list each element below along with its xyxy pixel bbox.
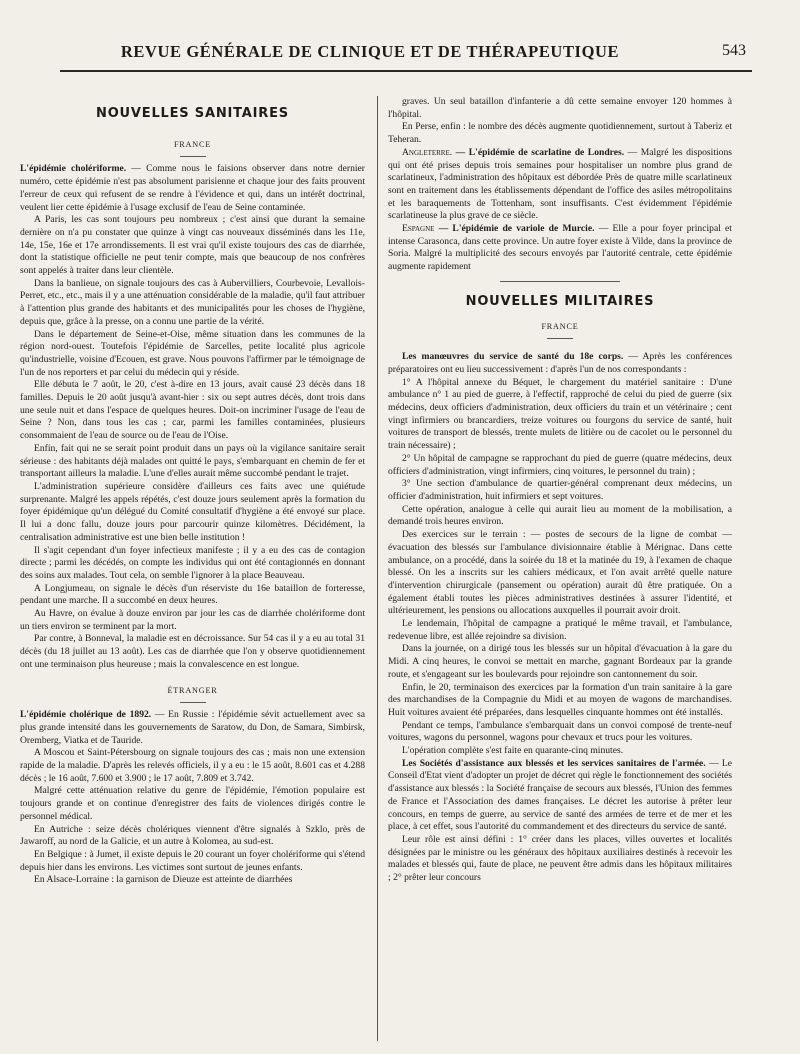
right-column: [388, 96, 732, 885]
article-lead: L'épidémie cholérique de 1892.: [20, 709, 152, 721]
paragraph: Dans la banlieue, on signale toujours des cas à Aubervilliers, Courbevoie, Levallois-Perret, etc., etc., mais il y a une atténuation considérable de la maladie, qu'il faut attribuer à l'attention plus grande des habitants et des municipalités pour les choses de l'hygiène, depuis que, grâce à la presse, on a connu une partie de la vérité.: [20, 277, 365, 327]
paragraph: [388, 351, 732, 376]
running-title: REVUE GÉNÉRALE DE CLINIQUE ET DE THÉRAPEUTIQUE: [120, 42, 620, 61]
paragraph: A Moscou et Saint-Pétersbourg on signale toujours des cas ; mais non une extension rapide de la maladie. D'après les relevés officiels, il y a eu : le 15 août, 8.601 cas et 4.288 décès ; le 16 août, 7.600 et 3.900 ; le 17 août, 7.809 et 3.742.: [20, 747, 365, 784]
paragraph: L'administration supérieure considère d'ailleurs ces faits avec une quiétude surprenante. Malgré les appels répétés, c'est douze jours seulement après la formation du foyer épidémique qu'un délégué du Comité consultatif d'hygiène a été envoyé sur place. Il lui a donc fallu, douze jours pour parcourir quinze kilomètres. Décidément, la centralisation administrative est une bien belle institution !: [20, 480, 365, 543]
article-lead: L'épidémie cholériforme.: [20, 163, 127, 175]
subsection-france: FRANCE: [541, 321, 579, 331]
article-text: — En Russie : l'épidémie sévit actuellement avec sa plus grande intensité dans les gouvernements de Saratow, du Don, de Samara, Simbirsk, Oremberg, Viatka et de Tauride.: [20, 709, 365, 746]
page-header: [0, 0, 800, 70]
paragraph: Il s'agit cependant d'un foyer infectieux manifeste ; il y a eu des cas de contagion directe ; parmi les décédés, on compte les individus qui ont été contagionnés en donnant des soins aux malades. Tout cela, on semble l'ignorer à la place Beauveau.: [20, 544, 365, 581]
paragraph: [20, 163, 365, 214]
article-lead: — L'épidémie de scarlatine de Londres.: [452, 146, 625, 158]
paragraph: Dans la journée, on a dirigé tous les blessés sur un hôpital d'évacuation à la gare du Midi. A cinq heures, le convoi se mettait en marche, gagnant Bordeaux par la grande route, et s'engageant sur les boulevards pour rejoindre son cantonnement du soir.: [388, 643, 732, 680]
paragraph: 2° Un hôpital de campagne se rapprochant du pied de guerre (quatre médecins, deux officiers d'administration, vingt infirmiers, cinq voitures, le personnel du train) ;: [388, 452, 732, 477]
paragraph: En Alsace-Lorraine : la garnison de Dieuze est atteinte de diarrhées: [34, 874, 293, 886]
section-rule: [500, 281, 620, 282]
article-text: — Elle a pour foyer principal et intense Carasonca, dans cette province. Un autre foyer existe à Vilde, dans la province de Soria. Malgré la multiplicité des secours envoyés par l'autorité centrale, cette épidémie augmente rapidement: [388, 223, 732, 273]
subsection-rule: [547, 338, 573, 339]
paragraph: A Paris, les cas sont toujours peu nombreux ; c'est ainsi que durant la semaine dernière on n'a pu constater que quinze à vingt cas nouveaux disséminés dans les 11e, 14e, 15e, 16e et 17e arrondissements. Il est vrai qu'il existe toujours des cas de diarrhée, dont la statistique officielle ne peut tenir compte, mais que beaucoup de nos confrères sont appelés à traiter dans leur clientèle.: [20, 214, 365, 277]
paragraph: Le lendemain, l'hôpital de campagne a pratiqué le même travail, et l'ambulance, redevenue libre, est allée rejoindre sa division.: [388, 618, 732, 642]
paragraph: Enfin, fait qui ne se serait point produit dans un pays où la vigilance sanitaire serait sérieuse : des habitants déjà malades ont quitté le pays, s'embarquant en chemin de fer et transportant ailleurs la maladie. L'une d'elles aurait même succombé pendant le trajet.: [20, 442, 365, 480]
subsection-rule: [180, 156, 206, 157]
paragraph: [20, 709, 365, 747]
article-lead: Les Sociétés d'assistance aux blessés et les services sanitaires de l'armée.: [402, 757, 706, 769]
paragraph: 3° Une section d'ambulance de quartier-général comprenant deux médecins, un officier d'administration, huit infirmiers et sept voitures.: [388, 478, 732, 502]
column-divider: [377, 96, 378, 1041]
article-lead: — L'épidémie de variole de Murcie.: [434, 223, 595, 235]
paragraph: [388, 223, 732, 274]
paragraph: Pendant ce temps, l'ambulance s'embarquait dans un convoi composé de trente-neuf voitures, wagons du personnel, wagons pour chevaux et trucs pour les voitures.: [388, 719, 732, 744]
country-label: Angleterre.: [402, 146, 453, 158]
header-rule: [60, 70, 752, 72]
paragraph: 1° A l'hôpital annexe du Béquet, le chargement du matériel sanitaire : D'une ambulance n° 1 au pied de guerre, à l'effectif, rapproché de celui du pied de guerre (six médecins, deux officiers d'administration, deux officiers du train et un vétérinaire ; cent vingt infirmiers ou brancardiers, treize voitures ou fourgons du service de santé, huit voitures de transport de blessés, trente mulets de litière ou de cacolet ou le personnel du train nécessaire) ;: [388, 376, 732, 452]
paragraph: Dans le département de Seine-et-Oise, même situation dans les communes de la région nord-ouest. Toutefois l'épidémie de Sarcelles, petite localité plus agricole qu'industrielle, voisine d'Ecouen, est grave. Nous pouvons l'affirmer par le témoignage de l'un de nos reporters et par celui du médecin qui y réside.: [20, 328, 365, 378]
section-title-sanitaires: NOUVELLES SANITAIRES: [96, 106, 289, 121]
article-text: — Après les conférences préparatoires ont eu lieu successivement : d'après l'un de nos correspondants :: [388, 351, 732, 375]
country-label: Espagne: [402, 223, 435, 235]
paragraph: [388, 147, 732, 223]
paragraph: L'opération complète s'est faite en quarante-cinq minutes.: [402, 745, 624, 757]
paragraph: [388, 758, 732, 834]
paragraph: Cette opération, analogue à celle qui aurait lieu au moment de la mobilisation, a demandé trois heures environ.: [388, 503, 732, 528]
paragraph: Malgré cette atténuation relative du genre de l'épidémie, l'émotion populaire est toujours grande et on continue d'enregistrer des faits de violences dirigés contre le personnel médical.: [20, 785, 365, 822]
article-lead: Les manœuvres du service de santé du 18e corps.: [402, 351, 624, 363]
article-text: — Malgré les dispositions qui ont été prises depuis trois semaines pour hospitaliser un nombre plus grand de scarlatineux, l'administration des hôpitaux est débordée Près de quatre mille scarlatineux sont en traitement dans les établissements dépendant de l'office des asiles métropolitains et les baraquements de Tottenham, sont insuffisants. C'est évidemment l'épidémie scarlatineuse la plus grave de ce siècle.: [388, 146, 732, 222]
article-text: — Le Conseil d'Etat vient d'adopter un projet de décret qui règle le fonctionnement des sociétés d'assistance aux blessés : la Société française de secours aux blessés, l'Union des femmes de France et l'Association des dames françaises. Le décret les autorise à prêter leur concours, en temps de guerre, au service de santé des armées de terre et de mer et les place, à cet effet, sous l'autorité du commandement et des directeurs du service de santé.: [388, 757, 732, 833]
paragraph: Enfin, le 20, terminaison des exercices par la formation d'un train sanitaire à la gare des marchandises de la Compagnie du Midi et au moyen de wagons de marchandises. Huit voitures avaient été préparées, dans lesquelles cinquante hommes ont été installés.: [388, 681, 732, 718]
paragraph: Leur rôle est ainsi défini : 1° créer dans les places, villes ouvertes et localités désignées par le ministre ou les généraux des hôpitaux auxiliaires destinés à recevoir les malades et blessés qui, faute de place, ne peuvent être admis dans les hôpitaux militaires ; 2° prêter leur concours: [388, 833, 732, 884]
paragraph: En Perse, enfin : le nombre des décès augmente quotidiennement, surtout à Taberiz et Teheran.: [388, 121, 732, 146]
paragraph: A Longjumeau, on signale le décès d'un réserviste du 16e bataillon de forteresse, pendant une marche. Il a succombé en deux heures.: [20, 582, 365, 607]
page-number: 543: [722, 42, 746, 59]
subsection-france: FRANCE: [173, 139, 212, 149]
paragraph: Par contre, à Bonneval, la maladie est en décroissance. Sur 54 cas il y a eu au total 31 décès (du 18 juillet au 13 août). Les cas de diarrhée que l'on y observe quotidiennement ont une terminaison plus heureuse ; mais la convalescence en est longue.: [20, 633, 365, 670]
subsection-etranger: ÉTRANGER: [167, 685, 218, 695]
paragraph: Au Havre, on évalue à douze environ par jour les cas de diarrhée cholériforme dont un tiers environ se terminent par la mort.: [20, 608, 365, 632]
paragraph: En Autriche : seize décès cholériques viennent d'être signalés à Szklo, près de Jawaroff, au nord de la Galicie, et un autre à Kolomea, au sud-est.: [20, 823, 365, 848]
paragraph: Des exercices sur le terrain : — postes de secours de la ligne de combat — évacuation des blessés sur l'ambulance divisionnaire établie à Mérignac. Dans cette ambulance, on a procédé, dans la soirée du 18 et la matinée du 19, à l'examen de chaque blessé. On les a inscrits sur les cahiers médicaux, et l'on avait arrêté quelle nature d'intervention chirurgicale (pansement ou opération) aurait dû être pratiquée. On a également établi toutes les pièces administratives destinées à assurer l'identité, et ultérieurement, les pensions ou allocations auxquelles il pourrait avoir droit.: [388, 529, 732, 617]
article-text: — Comme nous le faisions observer dans notre dernier numéro, cette épidémie n'est pas absolument parisienne et chaque jour des faits prouvent l'erreur de ceux qui refusent de se rendre à l'évidence et qui, dans un intérêt doctrinal, veulent lier cette épidémie à l'usage exclusif de l'eau de Seine contaminée.: [20, 163, 365, 213]
paragraph: En Belgique : à Jumet, il existe depuis le 20 courant un foyer cholériforme qui s'étend depuis hier dans les environs. Les victimes sont surtout de jeunes enfants.: [20, 848, 365, 873]
paragraph: graves. Un seul bataillon d'infanterie a dû cette semaine envoyer 120 hommes à l'hôpital.: [388, 96, 732, 120]
paragraph: Elle débuta le 7 août, le 20, c'est à-dire en 13 jours, avait causé 23 décès dans 18 familles. Depuis le 20 août jusqu'à avant-hier : six ou sept autres décès, dont trois dans une seule nuit et dans l'espace de quelques heures. Doit-on incriminer l'usage de l'eau de Seine ? Non, dans tous les cas ; car, parmi les familles contaminées, plusieurs consommaient de l'eau de source ou de l'eau de l'Oise.: [20, 379, 365, 442]
left-column: [20, 100, 365, 887]
subsection-rule: [180, 702, 206, 703]
section-title-militaires: NOUVELLES MILITAIRES: [465, 293, 655, 309]
